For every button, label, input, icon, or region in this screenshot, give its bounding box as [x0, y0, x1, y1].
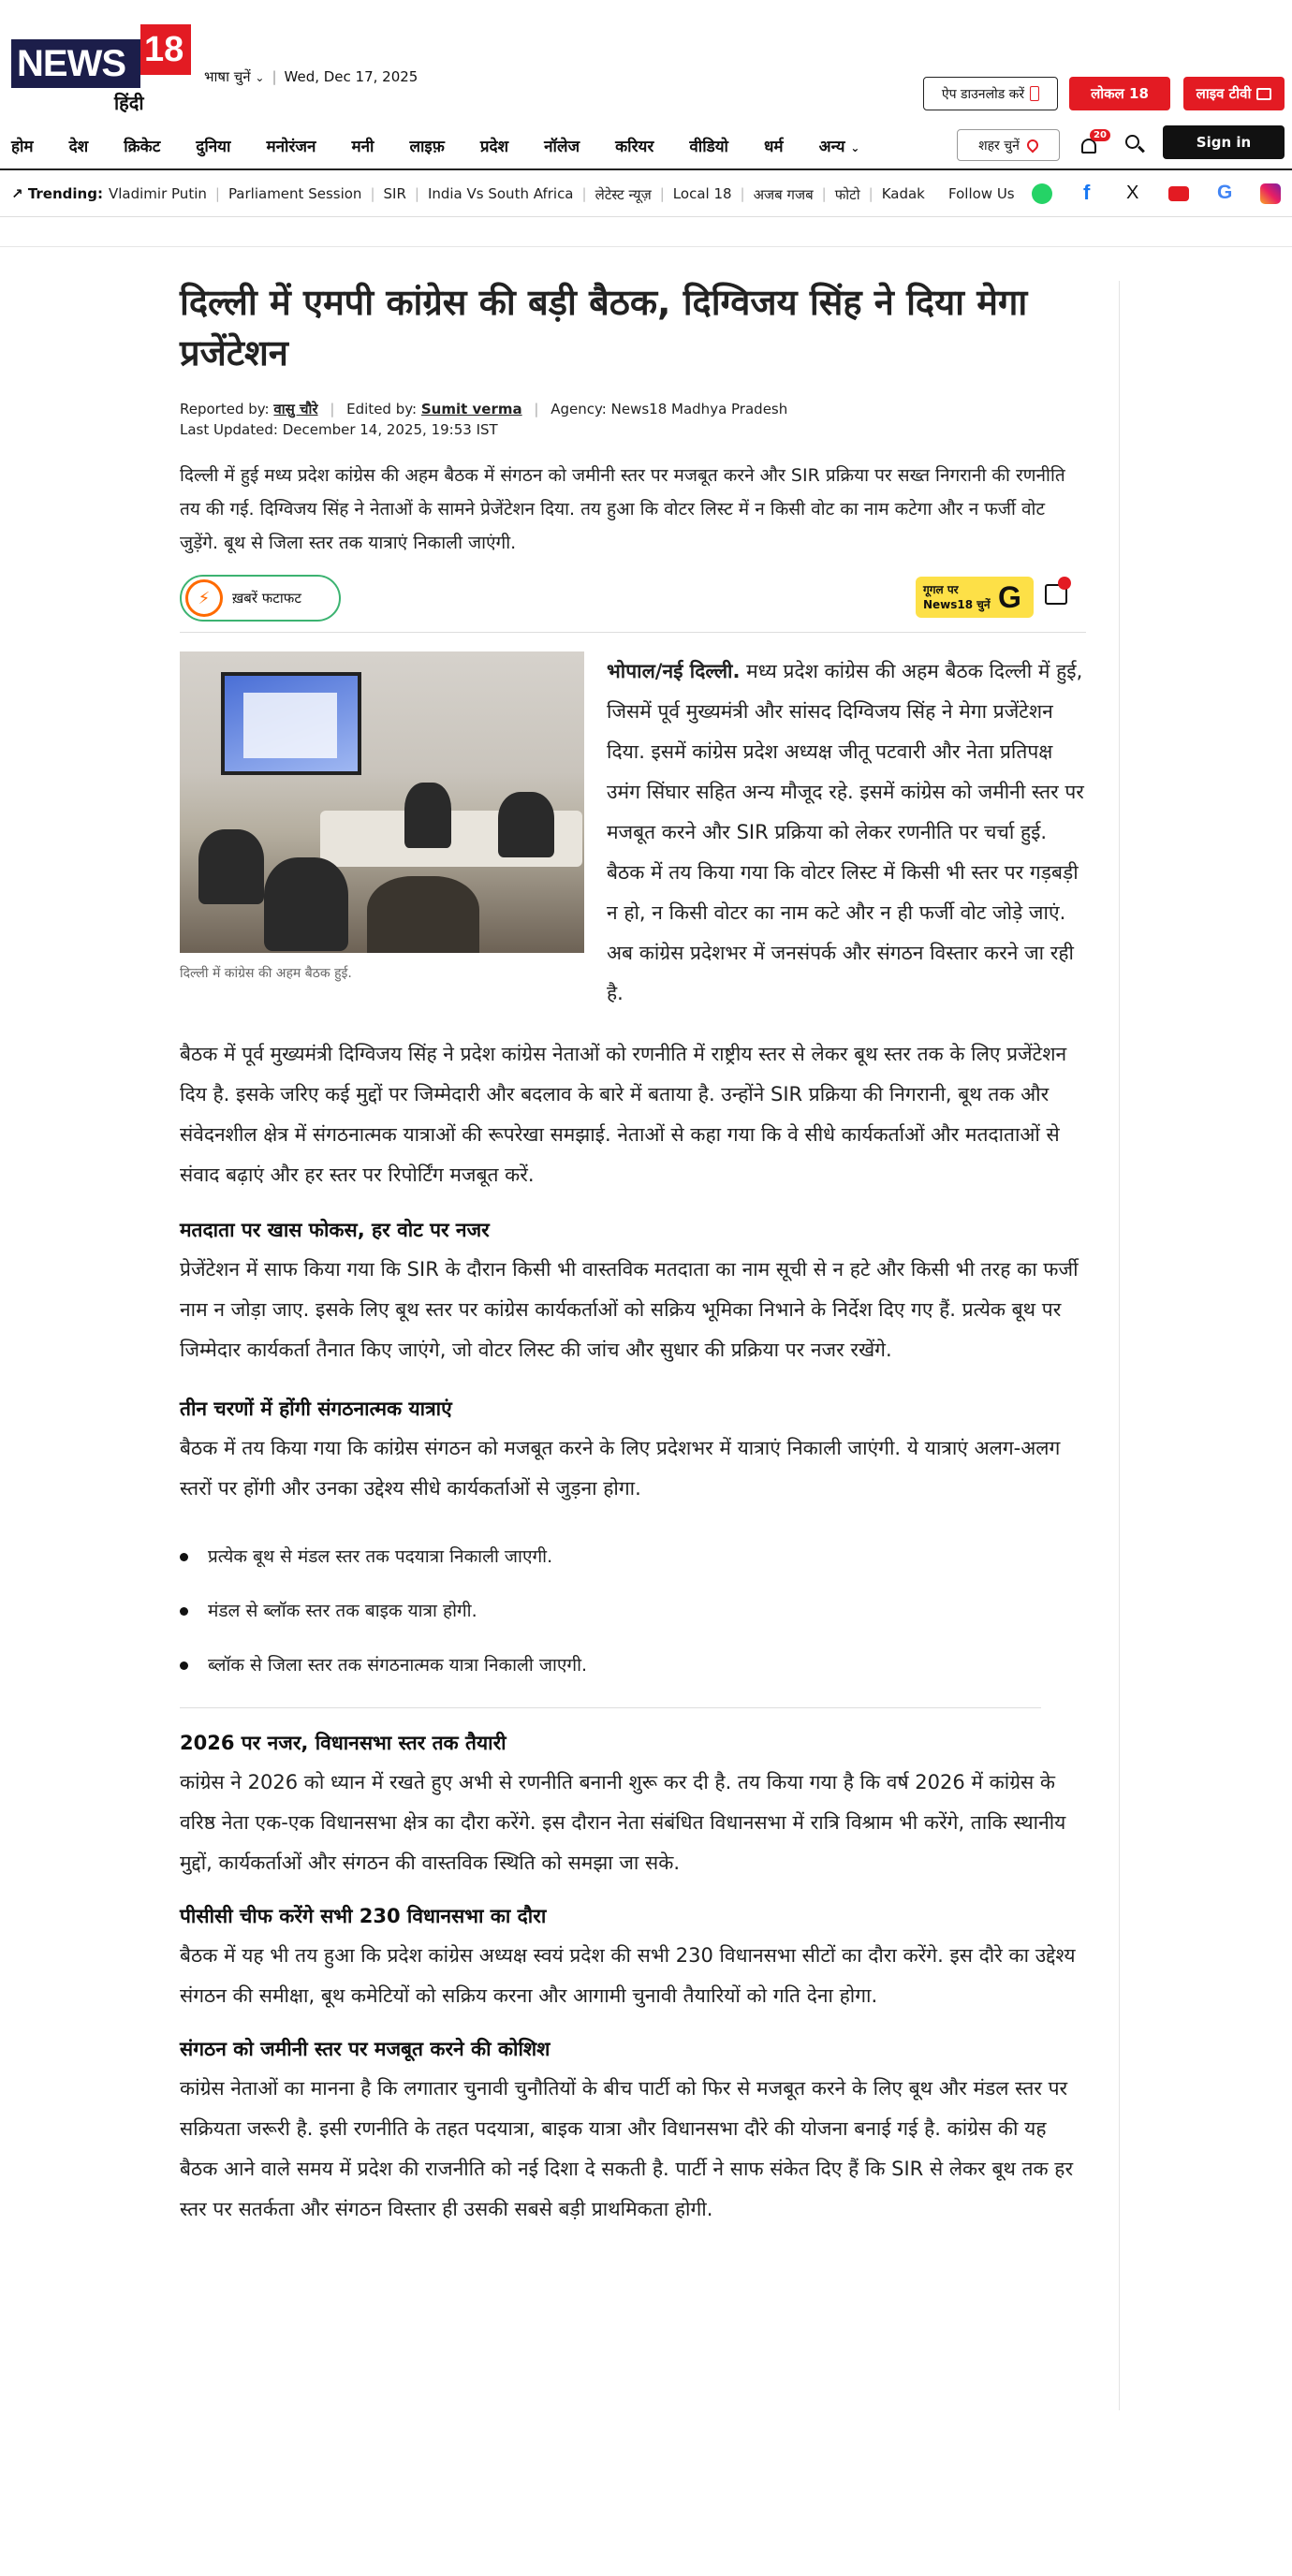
- khabren-fatafat-button[interactable]: [180, 575, 341, 622]
- follow-us-label: Follow Us: [948, 185, 1015, 202]
- trending-item[interactable]: Parliament Session: [228, 185, 362, 202]
- search-handle: [1138, 146, 1145, 154]
- gnews-line1: गूगल पर: [923, 583, 959, 596]
- nav-item[interactable]: देश: [68, 138, 89, 156]
- sign-in-button[interactable]: [1163, 125, 1285, 159]
- paragraph: कांग्रेस नेताओं का मानना है कि लगातार चुनावी चुनौतियों के बीच पार्टी को फिर से मजबूत करने के लिए बूथ और मंडल स्तर पर सक्रियता जरूरी है. इसी रणनीति के तहत पदयात्रा, बाइक यात्रा और विधानसभा दौरे की योजना बनाई गई है. कांग्रेस की यह बैठक आने वाले समय में प्रदेश की राजनीति को नई दिशा दे सकती है. पार्टी ने साफ संकेत दिए हैं कि SIR से लेकर बूथ तक हर स्तर पर सतर्कता और संगठन विस्तार ही उसकी सबसे बड़ी प्राथमिकता होगी.: [180, 2077, 1074, 2220]
- local18-label: लोकल 18: [1091, 85, 1149, 102]
- subheading: मतदाता पर खास फोकस, हर वोट पर नजर: [180, 1219, 490, 1241]
- updated-time: December 14, 2025, 19:53 IST: [282, 421, 498, 438]
- trending-item[interactable]: Kadak: [881, 185, 925, 202]
- divider: |: [330, 401, 335, 417]
- article: [180, 277, 1086, 2230]
- nav-item[interactable]: धर्म: [763, 138, 784, 156]
- tv-icon: [1256, 88, 1271, 100]
- google-icon[interactable]: [1214, 183, 1235, 204]
- current-date: Wed, Dec 17, 2025: [284, 68, 418, 85]
- city-select-label: शहर चुनें: [978, 138, 1020, 154]
- nav-item[interactable]: प्रदेश: [479, 138, 509, 156]
- youtube-icon[interactable]: [1168, 186, 1189, 201]
- list-item: मंडल से ब्लॉक स्तर तक बाइक यात्रा होगी.: [180, 1599, 1086, 1623]
- facebook-icon[interactable]: [1079, 183, 1099, 204]
- trending-item[interactable]: India Vs South Africa: [427, 185, 574, 202]
- x-icon[interactable]: [1123, 183, 1144, 204]
- agency-label: Agency:: [551, 401, 607, 417]
- location-pin-icon: [1024, 138, 1040, 154]
- news18-logo[interactable]: [11, 24, 184, 114]
- sidebar-divider: [1119, 281, 1120, 2410]
- list-item: प्रत्येक बूथ से मंडल स्तर तक पदयात्रा निकाली जाएगी.: [180, 1544, 1086, 1569]
- article-lead: [180, 651, 1086, 1014]
- notification-count: 20: [1090, 129, 1110, 141]
- nav-list: [11, 135, 895, 156]
- main-nav: [0, 122, 1292, 170]
- logo-main: NEWS: [17, 43, 125, 84]
- reported-label: Reported by:: [180, 401, 270, 417]
- top-bar: [0, 0, 1292, 122]
- divider: |: [214, 185, 220, 202]
- image-caption: दिल्ली में कांग्रेस की अहम बैठक हुई.: [180, 966, 352, 981]
- nav-item[interactable]: लाइफ़: [409, 138, 445, 156]
- app-download-button[interactable]: [923, 77, 1058, 110]
- local18-button[interactable]: [1069, 77, 1170, 110]
- phone-icon: [1030, 86, 1039, 101]
- nav-item[interactable]: दुनिया: [196, 138, 231, 156]
- nav-item[interactable]: वीडियो: [689, 138, 728, 156]
- instagram-icon[interactable]: [1260, 183, 1281, 204]
- live-tv-label: लाइव टीवी: [1196, 85, 1252, 102]
- trending-label: [11, 185, 103, 202]
- chevron-down-icon: ⌄: [850, 141, 860, 154]
- paragraph: बैठक में तय किया गया कि कांग्रेस संगठन को मजबूत करने के लिए प्रदेशभर में यात्राएं निकाली जाएंगी. ये यात्राएं अलग-अलग स्तरों पर होंगी और उनका उद्देश्य सीधे कार्यकर्ताओं से जुड़ना होगा.: [180, 1437, 1061, 1500]
- article-toolbar: [180, 575, 1086, 633]
- agency-name: News18 Madhya Pradesh: [610, 401, 788, 417]
- google-icon: G: [998, 580, 1021, 614]
- nav-item[interactable]: मनोरंजन: [266, 138, 316, 156]
- presentation-screen: [221, 672, 361, 775]
- nav-item[interactable]: क्रिकेट: [124, 138, 161, 156]
- trending-item[interactable]: Local 18: [672, 185, 732, 202]
- nav-item[interactable]: नॉलेज: [544, 138, 580, 156]
- divider: |: [414, 185, 419, 202]
- comment-icon[interactable]: [1045, 584, 1067, 605]
- live-tv-button[interactable]: [1183, 77, 1285, 110]
- divider: [180, 1707, 1041, 1708]
- trending-items: [109, 185, 925, 204]
- trending-item[interactable]: फोटो: [834, 186, 860, 203]
- updated-label: Last Updated:: [180, 421, 278, 438]
- trending-item[interactable]: लेटेस्ट न्यूज़: [595, 186, 652, 203]
- fatafat-label: ख़बरें फटाफट: [232, 590, 301, 607]
- divider: |: [659, 185, 665, 202]
- article-meta: [180, 399, 1086, 440]
- last-updated: [180, 419, 1086, 440]
- edited-label: Edited by:: [346, 401, 418, 417]
- editor-link[interactable]: Sumit verma: [420, 401, 522, 417]
- divider: [0, 246, 1292, 247]
- divider: |: [868, 185, 874, 202]
- list-item: ब्लॉक से जिला स्तर तक संगठनात्मक यात्रा निकाली जाएगी.: [180, 1653, 1086, 1677]
- article-title: दिल्ली में एमपी कांग्रेस की बड़ी बैठक, दिग्विजय सिंह ने दिया मेगा प्रजेंटेशन: [180, 282, 1028, 373]
- divider: |: [740, 185, 745, 202]
- trending-item[interactable]: SIR: [383, 185, 406, 202]
- divider: |: [272, 68, 277, 85]
- comment-badge: [1058, 577, 1071, 590]
- app-download-label: ऐप डाउनलोड करें: [941, 86, 1025, 102]
- paragraph: प्रेजेंटेशन में साफ किया गया कि SIR के दौरान किसी भी वास्तविक मतदाता का नाम सूची से न हटे और किसी भी तरह का फर्जी नाम न जोड़ा जाए. इसके लिए बूथ स्तर पर कांग्रेस कार्यकर्ताओं को सक्रिय भूमिका निभाने के निर्देश दिए गए हैं. प्रत्येक बूथ पर जिम्मेदार कार्यकर्ता तैनात किए जाएंगे, जो वोटर लिस्ट की जांच और सुधार की प्रक्रिया पर नजर रखेंगे.: [180, 1258, 1079, 1361]
- trending-label-text: Trending:: [27, 185, 103, 202]
- subheading: तीन चरणों में होंगी संगठनात्मक यात्राएं: [180, 1398, 452, 1420]
- bullet-list: [180, 1544, 1086, 1677]
- sign-in-label: Sign in: [1196, 134, 1252, 151]
- whatsapp-icon[interactable]: [1032, 183, 1052, 204]
- lightning-icon: ⚡: [185, 579, 223, 617]
- trending-item[interactable]: Vladimir Putin: [109, 185, 207, 202]
- divider: |: [534, 401, 539, 417]
- language-select-label: भाषा चुनें: [204, 68, 251, 85]
- lead-text: मध्य प्रदेश कांग्रेस की अहम बैठक दिल्ली में हुई, जिसमें पूर्व मुख्यमंत्री और सांसद दिग्विजय सिंह ने मेगा प्रजेंटेशन दिया. इसमें कांग्रेस प्रदेश अध्यक्ष जीतू पटवारी और नेता प्रतिपक्ष उमंग सिंघार सहित अन्य मौजूद रहे. इसमें कांग्रेस को जमीनी स्तर पर मजबूत करने और SIR प्रक्रिया को लेकर रणनीति पर चर्चा हुई. बैठक में तय किया गया कि वोटर लिस्ट में किसी भी स्तर पर गड़बड़ी न हो, न किसी वोटर का नाम कटे और न ही फर्जी वोट जोड़े जाएं. अब कांग्रेस प्रदेशभर में जनसंपर्क और संगठन विस्तार करने जा रही है.: [607, 660, 1084, 1004]
- article-summary: दिल्ली में हुई मध्य प्रदेश कांग्रेस की अहम बैठक में संगठन को जमीनी स्तर पर मजबूत करने और SIR प्रक्रिया पर सख्त निगरानी की रणनीति तय की गई. दिग्विजय सिंह ने नेताओं के सामने प्रेजेंटेशन दिया. तय हुआ कि वोटर लिस्ट में न किसी वोट का नाम कटेगा और न फर्जी वोट जुड़ेंगे. बूथ से जिला स्तर तक यात्राएं निकाली जाएंगी.: [180, 465, 1065, 553]
- paragraph: बैठक में पूर्व मुख्यमंत्री दिग्विजय सिंह ने प्रदेश कांग्रेस नेताओं को रणनीति में राष्ट्रीय स्तर से लेकर बूथ स्तर तक के लिए प्रजेंटेशन दिय है. इसके जरिए कई मुद्दों पर जिम्मेदारी और बदलाव के बारे में बताया है. उन्होंने SIR प्रक्रिया की निगरानी, बूथ तक और संवेदनशील क्षेत्र में संगठनात्मक यात्राओं की रूपरेखा समझाई. नेताओं से कहा गया कि वे सीधे कार्यकर्ताओं और मतदाताओं से संवाद बढ़ाएं और हर स्तर पर रिपोर्टिंग मजबूत करें.: [180, 1043, 1067, 1186]
- person-shape: [367, 876, 479, 953]
- nav-item[interactable]: होम: [11, 138, 34, 156]
- person-shape: [198, 829, 264, 904]
- city-select-button[interactable]: [957, 129, 1060, 161]
- nav-item[interactable]: मनी: [351, 138, 374, 156]
- byline: [180, 399, 1086, 419]
- bell-icon[interactable]: [1079, 130, 1107, 157]
- nav-item[interactable]: करियर: [615, 138, 654, 156]
- divider: |: [581, 185, 587, 202]
- paragraph: कांग्रेस ने 2026 को ध्यान में रखते हुए अभी से रणनीति बनानी शुरू कर दी है. तय किया गया है कि वर्ष 2026 में कांग्रेस के वरिष्ठ नेता एक-एक विधानसभा क्षेत्र का दौरा करेंगे. इस दौरान नेता संबंधित विधानसभा में रात्रि विश्राम भी करेंगे, ताकि स्थानीय मुद्दों, कार्यकर्ताओं और संगठन की वास्तविक स्थिति को समझा जा सके.: [180, 1771, 1066, 1874]
- trending-item[interactable]: अजब गजब: [753, 186, 814, 203]
- trending-arrow-icon: ↗: [11, 185, 23, 202]
- search-icon[interactable]: [1125, 135, 1146, 155]
- divider: |: [370, 185, 375, 202]
- logo-language: हिंदी: [114, 92, 144, 114]
- chevron-down-icon: ⌄: [255, 71, 265, 84]
- meeting-photo: [180, 651, 584, 953]
- dateline: भोपाल/नई दिल्ली.: [607, 660, 741, 682]
- nav-more-label: अन्य: [818, 138, 845, 156]
- language-date: [204, 67, 418, 86]
- person-shape: [498, 792, 554, 857]
- person-shape: [404, 783, 451, 848]
- person-shape: [264, 857, 348, 951]
- subheading: 2026 पर नजर, विधानसभा स्तर तक तैयारी: [180, 1732, 507, 1754]
- gnews-line2: News18 चुनें: [923, 598, 991, 611]
- google-news-button[interactable]: [916, 577, 1034, 618]
- subheading: संगठन को जमीनी स्तर पर मजबूत करने की कोशिश: [180, 2038, 551, 2060]
- trending-bar: [0, 172, 1292, 217]
- language-select[interactable]: [204, 68, 264, 85]
- logo-number: 18: [144, 30, 184, 69]
- paragraph: बैठक में यह भी तय हुआ कि प्रदेश कांग्रेस अध्यक्ष स्वयं प्रदेश की सभी 230 विधानसभा सीटों का दौरा करेंगे. इस दौरे का उद्देश्य संगठन की समीक्षा, बूथ कमेटियों को सक्रिय करना और आगामी चुनावी तैयारियों को गति देना होगा.: [180, 1944, 1076, 2007]
- nav-more[interactable]: [819, 135, 860, 156]
- divider: |: [821, 185, 827, 202]
- reporter-link[interactable]: वासु चौरे: [273, 401, 318, 417]
- subheading: पीसीसी चीफ करेंगे सभी 230 विधानसभा का दौरा: [180, 1905, 547, 1927]
- article-image[interactable]: [180, 651, 584, 982]
